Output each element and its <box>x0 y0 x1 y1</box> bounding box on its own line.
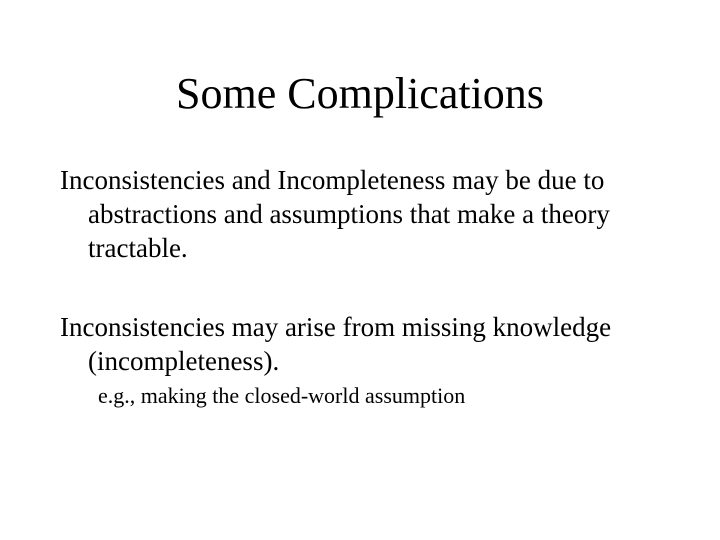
sub-bullet-point: e.g., making the closed-world assumption <box>98 383 466 408</box>
slide-title: Some Complications <box>176 69 544 118</box>
bullet-point: Inconsistencies may arise from missing knowledge (incompleteness). <box>60 312 612 376</box>
bullet-point: Inconsistencies and Incompleteness may be due to abstractions and assumptions that make a theory tractable. <box>60 165 610 263</box>
